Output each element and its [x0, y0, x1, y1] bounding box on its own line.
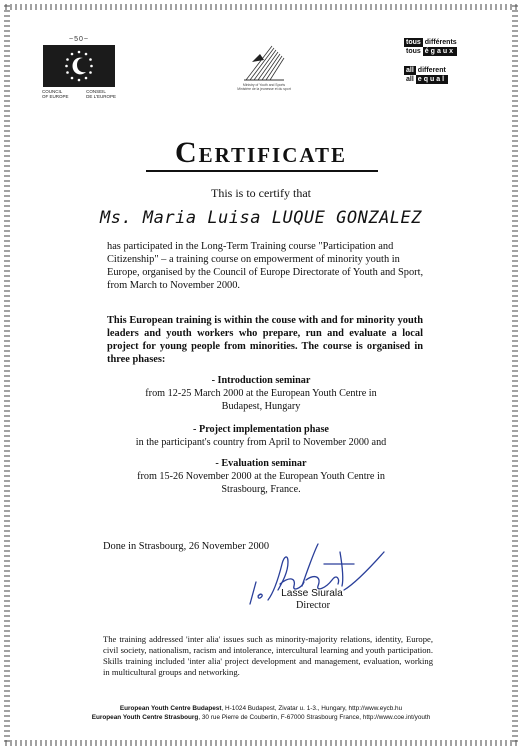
ministry-caption-line2: Ministère de la jeunesse et du sport [237, 87, 291, 92]
anniversary-mark: ~50~ [69, 36, 89, 43]
campaign-fr-2a: tous [406, 48, 421, 55]
campaign-en-2b: equal [417, 76, 447, 83]
ministry-emblem-icon [232, 40, 296, 84]
phase-implementation [0, 423, 522, 449]
phase3-line1: from 15-26 November 2000 at the European Youth Centre in [137, 471, 385, 482]
phase1-line1: from 12-25 March 2000 at the European Youth Centre in [145, 388, 377, 399]
footer-strasbourg-address: , 30 rue Pierre de Coubertin, F-67000 Strasbourg France, http://www.coe.int/youth [198, 714, 431, 721]
coe-en-line1: COUNCIL [42, 89, 63, 94]
footer-budapest-name: European Youth Centre Budapest [119, 705, 222, 712]
footer-line-strasbourg [0, 713, 522, 722]
campaign-fr-2b: égaux [424, 48, 456, 55]
footer-budapest-address: , H-1024 Budapest, Zivatar u. 1-3., Hungary, http://www.eycb.hu [221, 705, 403, 712]
ministry-logo [232, 40, 296, 108]
campaign-fr-1a: tous [406, 39, 421, 46]
decorative-border-bottom [5, 740, 517, 746]
ministry-caption-line1: Ministry of Youth and Sports [242, 83, 286, 87]
signer-role: Director [296, 600, 330, 611]
phase-introduction [0, 374, 522, 413]
title-underline [146, 170, 378, 172]
signer-name: Lasse Siurala [281, 588, 343, 599]
campaign-en-2a: all [406, 76, 414, 83]
certificate-title: Certificate [174, 136, 348, 169]
training-description: This European training is within the couse with and for minority youth leaders and youth workers who prepare, run and evaluate a local project for young people from minorities. The course is organised in three phases: [107, 315, 423, 365]
footer-strasbourg-name: European Youth Centre Strasbourg [91, 714, 199, 721]
campaign-en-1a: all [406, 67, 414, 74]
phase3-line2: Strasbourg, France. [221, 484, 301, 495]
signer-block [0, 588, 522, 612]
phase2-heading: - Project implementation phase [193, 424, 329, 435]
recipient-name: Ms. Maria Luisa LUQUE GONZALEZ [99, 208, 423, 228]
coe-name [40, 89, 118, 99]
training-topics-paragraph: The training addressed 'inter alia' issues such as minority-majority relations, identity, Europe, civil society, nationalism, racism and intolerance, intercultural learning and youth participation. Skills training included 'inter alia' project development and management, evaluation, working in multicultural groups and networking. [103, 634, 433, 677]
phase3-heading: - Evaluation seminar [215, 458, 307, 469]
all-different-all-equal-logo [404, 38, 474, 84]
footer-addresses [0, 704, 522, 722]
footer-line-budapest [0, 704, 522, 713]
phase2-line1: in the participant's country from April to November 2000 and [135, 437, 387, 448]
coe-fr-line2: DE L'EUROPE [86, 94, 116, 99]
coe-emblem [43, 45, 115, 87]
campaign-en-1b: different [417, 67, 446, 74]
coe-fr-line1: CONSEIL [86, 89, 106, 94]
phase-evaluation [0, 457, 522, 496]
certify-line: This is to certify that [211, 186, 311, 200]
coe-en-line2: OF EUROPE [42, 94, 69, 99]
decorative-border-top [5, 4, 517, 10]
phase1-heading: - Introduction seminar [211, 375, 311, 386]
participation-paragraph: has participated in the Long-Term Training course "Participation and Citizenship" – a training course on empowerment of minority youth in Europe, organised by the Council of Europe Directorate of Youth and Sport, from March to November 2000. [107, 241, 424, 291]
council-of-europe-logo [40, 36, 118, 99]
place-date: Done in Strasbourg, 26 November 2000 [103, 541, 270, 552]
campaign-fr-1b: différents [424, 39, 457, 46]
phase1-line2: Budapest, Hungary [221, 401, 301, 412]
